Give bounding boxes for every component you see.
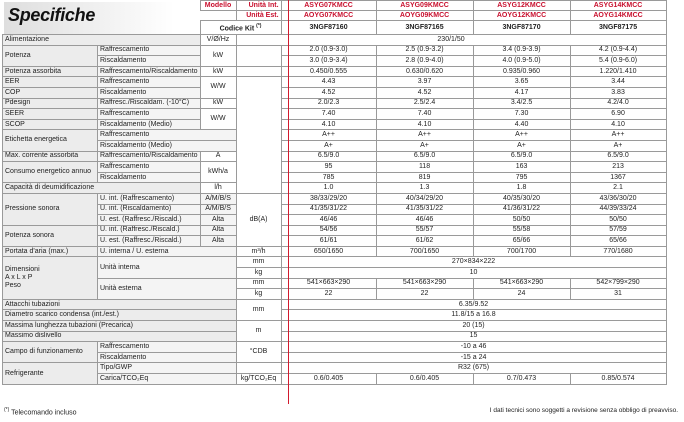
value: 50/50	[570, 215, 666, 226]
unit: W/W	[200, 109, 236, 130]
unit: kW	[200, 66, 236, 77]
unit: m³/h	[236, 246, 281, 257]
value: 4.10	[570, 119, 666, 130]
value: 163	[473, 162, 570, 173]
unit: m	[236, 321, 281, 342]
value: 6.5/9.0	[473, 151, 570, 162]
row-scop	[3, 119, 667, 130]
row-label: SEER	[3, 109, 98, 120]
header-row-est	[3, 11, 667, 21]
row-campo	[3, 342, 667, 353]
mode: Alta	[200, 215, 236, 226]
row-label: Portata d'aria (max.)	[3, 246, 98, 257]
kit-code: 3NGF87170	[473, 21, 570, 35]
row-label: Campo di funzionamento	[3, 342, 98, 363]
sub-label: U. interna / U. esterna	[98, 246, 237, 257]
row-potenza-assorbita	[3, 66, 667, 77]
row-label: Dimensioni	[5, 266, 40, 274]
value: 0.450/0.555	[281, 66, 376, 77]
value: 4.17	[473, 87, 570, 98]
row-label: Pdesign	[3, 98, 98, 109]
value: 7.40	[376, 109, 473, 120]
row-potenza	[3, 45, 667, 56]
value: 3.0 (0.9-3.4)	[281, 56, 376, 67]
value: 4.43	[281, 77, 376, 88]
value: 2.1	[570, 183, 666, 194]
row-campo-risc	[3, 352, 667, 363]
sub-label: Tipo/GWP	[98, 363, 237, 374]
value: 270×834×222	[281, 257, 666, 268]
model-int: ASYG09KMCC	[376, 1, 473, 11]
value: 0.6/0.405	[281, 374, 376, 385]
value: 15	[281, 331, 666, 342]
row-seer	[3, 109, 667, 120]
row-label: EER	[3, 77, 98, 88]
value: 46/46	[376, 215, 473, 226]
value: 3.65	[473, 77, 570, 88]
row-label: SCOP	[3, 119, 98, 130]
row-attacchi	[3, 299, 667, 310]
sub-label: Raffrescamento	[98, 45, 201, 56]
unita-int-label: Unità Int.	[236, 1, 281, 11]
value: A++	[281, 130, 376, 141]
value: 6.35/9.52	[281, 299, 666, 310]
value: 230/1/50	[236, 35, 666, 46]
sub-label: Unità esterna	[98, 278, 237, 299]
model-int: ASYG14KMCC	[570, 1, 666, 11]
model-int: ASYG07KMCC	[281, 1, 376, 11]
value: A++	[473, 130, 570, 141]
row-label: Potenza sonora	[3, 225, 98, 246]
value: 1.3	[376, 183, 473, 194]
value: 22	[376, 289, 473, 300]
value: 650/1650	[281, 246, 376, 257]
unit: °CDB	[236, 342, 281, 363]
row-pressione-2	[3, 204, 667, 215]
row-dislivello	[3, 331, 667, 342]
mode: Alta	[200, 225, 236, 236]
value: 20 (15)	[281, 321, 666, 332]
value: 3.44	[570, 77, 666, 88]
value: 3.4/2.5	[473, 98, 570, 109]
sub-label: Riscaldamento (Medio)	[98, 119, 201, 130]
row-lunghezza	[3, 321, 667, 332]
row-pdesign	[3, 98, 667, 109]
row-label: Refrigerante	[3, 363, 98, 384]
sub-label: Raffrescamento/Riscaldamento	[98, 66, 201, 77]
value: 542×799×290	[570, 278, 666, 289]
model-est: AOYG14KMCC	[570, 11, 666, 21]
model-est: AOYG07KMCC	[281, 11, 376, 21]
unit: V/Ø/Hz	[200, 35, 236, 46]
value: 2.8 (0.9-4.0)	[376, 56, 473, 67]
value: 46/46	[281, 215, 376, 226]
unit: kg/TCO₂Eq	[236, 374, 281, 385]
row-label: Consumo energetico annuo	[3, 162, 98, 183]
value: R32 (675)	[281, 363, 666, 374]
value: 1.220/1.410	[570, 66, 666, 77]
value: 1.8	[473, 183, 570, 194]
value: 2.0/2.3	[281, 98, 376, 109]
row-label: COP	[3, 87, 98, 98]
model-est: AOYG12KMCC	[473, 11, 570, 21]
value: 4.40	[473, 119, 570, 130]
row-label: Attacchi tubazioni	[3, 299, 237, 310]
value: 0.85/0.574	[570, 374, 666, 385]
row-label: Etichetta energetica	[3, 130, 98, 151]
row-label: Max. corrente assorbita	[3, 151, 98, 162]
value: 0.935/0.960	[473, 66, 570, 77]
row-dim-int-mm	[3, 257, 667, 268]
sub-label: Riscaldamento	[98, 56, 201, 67]
header-row-int	[3, 1, 667, 11]
value: 770/1680	[570, 246, 666, 257]
value: 6.5/9.0	[376, 151, 473, 162]
row-label: Pressione sonora	[3, 193, 98, 225]
footnote	[4, 407, 76, 416]
value: 61/61	[281, 236, 376, 247]
column-divider	[288, 0, 289, 404]
page-title: Specifiche	[8, 5, 96, 25]
value: A+	[281, 140, 376, 151]
mode: A/M/B/S	[200, 204, 236, 215]
value: 4.0 (0.9-5.0)	[473, 56, 570, 67]
value: -15 a 24	[281, 352, 666, 363]
unit: kWh/a	[200, 162, 236, 183]
value: 43/36/30/20	[570, 193, 666, 204]
row-etichetta	[3, 130, 667, 141]
value: 55/58	[473, 225, 570, 236]
row-refrigerante-carica	[3, 374, 667, 385]
sub-label: Raffrescamento/Riscaldamento	[98, 151, 201, 162]
value: 55/57	[376, 225, 473, 236]
row-label: Potenza assorbita	[3, 66, 98, 77]
codice-kit-note: (*)	[256, 22, 262, 29]
row-portata	[3, 246, 667, 257]
unit: mm	[236, 278, 281, 289]
unit: kW	[200, 98, 236, 109]
value: 5.4 (0.9-6.0)	[570, 56, 666, 67]
row-label-sub: A x L x P	[5, 274, 33, 282]
value: 65/66	[473, 236, 570, 247]
value: 2.5/2.4	[376, 98, 473, 109]
row-label: Potenza	[3, 45, 98, 66]
value: 22	[281, 289, 376, 300]
modello-label: Modello	[200, 1, 236, 11]
sub-label: Raffrescamento	[98, 77, 201, 88]
row-label: Massimo dislivello	[3, 331, 237, 342]
row-refrigerante-tipo	[3, 363, 667, 374]
row-pressione-1	[3, 193, 667, 204]
value: 40/34/29/20	[376, 193, 473, 204]
value: 61/62	[376, 236, 473, 247]
kit-code: 3NGF87175	[570, 21, 666, 35]
sub-label: Carica/TCO₂Eq	[98, 374, 237, 385]
unit: mm	[236, 257, 281, 268]
value: 4.52	[376, 87, 473, 98]
model-int: ASYG12KMCC	[473, 1, 570, 11]
value: 118	[376, 162, 473, 173]
value: 50/50	[473, 215, 570, 226]
value: 1367	[570, 172, 666, 183]
row-eer	[3, 77, 667, 88]
value: 700/1700	[473, 246, 570, 257]
value: 3.97	[376, 77, 473, 88]
value: 7.40	[281, 109, 376, 120]
sub-label: U. int. (Riscaldamento)	[98, 204, 201, 215]
value: 0.630/0.620	[376, 66, 473, 77]
footnote-text: Telecomando incluso	[11, 409, 77, 417]
value: A++	[570, 130, 666, 141]
value: 3.4 (0.9-3.9)	[473, 45, 570, 56]
value: 795	[473, 172, 570, 183]
value: 7.30	[473, 109, 570, 120]
value: 4.2/4.0	[570, 98, 666, 109]
value: 2.0 (0.9-3.0)	[281, 45, 376, 56]
value: 213	[570, 162, 666, 173]
row-potenza-sonora-1	[3, 225, 667, 236]
row-label: Massima lunghezza tubazioni (Precarica)	[3, 321, 237, 332]
row-corrente	[3, 151, 667, 162]
value: 10	[281, 268, 666, 279]
value: 0.7/0.473	[473, 374, 570, 385]
value: 6.90	[570, 109, 666, 120]
value: A+	[376, 140, 473, 151]
sub-label: Raffrescamento	[98, 342, 237, 353]
value: 541×663×290	[473, 278, 570, 289]
sub-label: U. int. (Raffrescamento)	[98, 193, 201, 204]
value: 700/1650	[376, 246, 473, 257]
row-consumo-risc	[3, 172, 667, 183]
unit: mm	[236, 299, 281, 320]
value: 4.2 (0.9-4.4)	[570, 45, 666, 56]
unit: kg	[236, 289, 281, 300]
sub-label: U. est. (Raffresc./Riscald.)	[98, 236, 201, 247]
row-dim-est-mm	[3, 278, 667, 289]
value: 6.5/9.0	[281, 151, 376, 162]
row-etichetta-risc	[3, 140, 667, 151]
value: 31	[570, 289, 666, 300]
mode: A/M/B/S	[200, 193, 236, 204]
row-cop	[3, 87, 667, 98]
value: 541×663×290	[376, 278, 473, 289]
codice-kit-label: Codice Kit	[219, 25, 255, 33]
row-deumid	[3, 183, 667, 194]
kit-code: 3NGF87165	[376, 21, 473, 35]
unit: dB(A)	[236, 193, 281, 246]
value: 54/56	[281, 225, 376, 236]
sub-label: U. est. (Raffresc./Riscald.)	[98, 215, 201, 226]
value: 40/35/30/20	[473, 193, 570, 204]
footnote-mark: (*)	[4, 407, 10, 413]
sub-label: Raffrescamento	[98, 109, 201, 120]
mode: Alta	[200, 236, 236, 247]
sub-label: Raffrescamento	[98, 162, 201, 173]
header-row-kit	[3, 21, 667, 35]
sub-label: Raffrescamento	[98, 130, 237, 141]
value: 819	[376, 172, 473, 183]
value: A+	[570, 140, 666, 151]
model-est: AOYG09KMCC	[376, 11, 473, 21]
value: 4.10	[281, 119, 376, 130]
value: 41/36/31/22	[473, 204, 570, 215]
row-alimentazione	[3, 35, 667, 46]
value: 57/59	[570, 225, 666, 236]
value: 41/35/31/22	[376, 204, 473, 215]
value: 3.83	[570, 87, 666, 98]
value: 4.10	[376, 119, 473, 130]
kit-code: 3NGF87160	[281, 21, 376, 35]
row-potenza-risc	[3, 56, 667, 67]
unit: A	[200, 151, 236, 162]
value: 541×663×290	[281, 278, 376, 289]
row-label: Diametro scarico condensa (int./est.)	[3, 310, 237, 321]
unit: l/h	[200, 183, 236, 194]
unit: W/W	[200, 77, 236, 98]
value: 6.5/9.0	[570, 151, 666, 162]
row-consumo	[3, 162, 667, 173]
value: 785	[281, 172, 376, 183]
value: 24	[473, 289, 570, 300]
sub-label: Riscaldamento	[98, 87, 201, 98]
unita-est-label: Unità Est.	[236, 11, 281, 21]
row-potenza-sonora-2	[3, 236, 667, 247]
sub-label: Riscaldamento	[98, 172, 201, 183]
value: 41/35/31/22	[281, 204, 376, 215]
row-pressione-3	[3, 215, 667, 226]
row-label-peso: Peso	[5, 282, 21, 290]
value: 11.8/15 a 16.8	[281, 310, 666, 321]
sub-label: Raffresc./Riscaldam. (-10°C)	[98, 98, 201, 109]
value: A++	[376, 130, 473, 141]
value: 38/33/29/20	[281, 193, 376, 204]
sub-label: Unità interna	[98, 257, 237, 278]
value: -10 a 46	[281, 342, 666, 353]
sub-label: U. int. (Raffresc./Riscald.)	[98, 225, 201, 236]
spec-table	[2, 0, 667, 385]
value: 1.0	[281, 183, 376, 194]
value: 65/66	[570, 236, 666, 247]
unit: kg	[236, 268, 281, 279]
row-label: Alimentazione	[3, 35, 201, 46]
value: 0.6/0.405	[376, 374, 473, 385]
row-diametro	[3, 310, 667, 321]
value: 4.52	[281, 87, 376, 98]
sub-label: Riscaldamento (Medio)	[98, 140, 237, 151]
unit: kW	[200, 45, 236, 66]
disclaimer: I dati tecnici sono soggetti a revisione senza obbligo di preavviso.	[489, 407, 678, 414]
sub-label: Riscaldamento	[98, 352, 237, 363]
value: A+	[473, 140, 570, 151]
row-label: Capacità di deumidificazione	[3, 183, 201, 194]
value: 44/39/33/24	[570, 204, 666, 215]
value: 2.5 (0.9-3.2)	[376, 45, 473, 56]
value: 95	[281, 162, 376, 173]
